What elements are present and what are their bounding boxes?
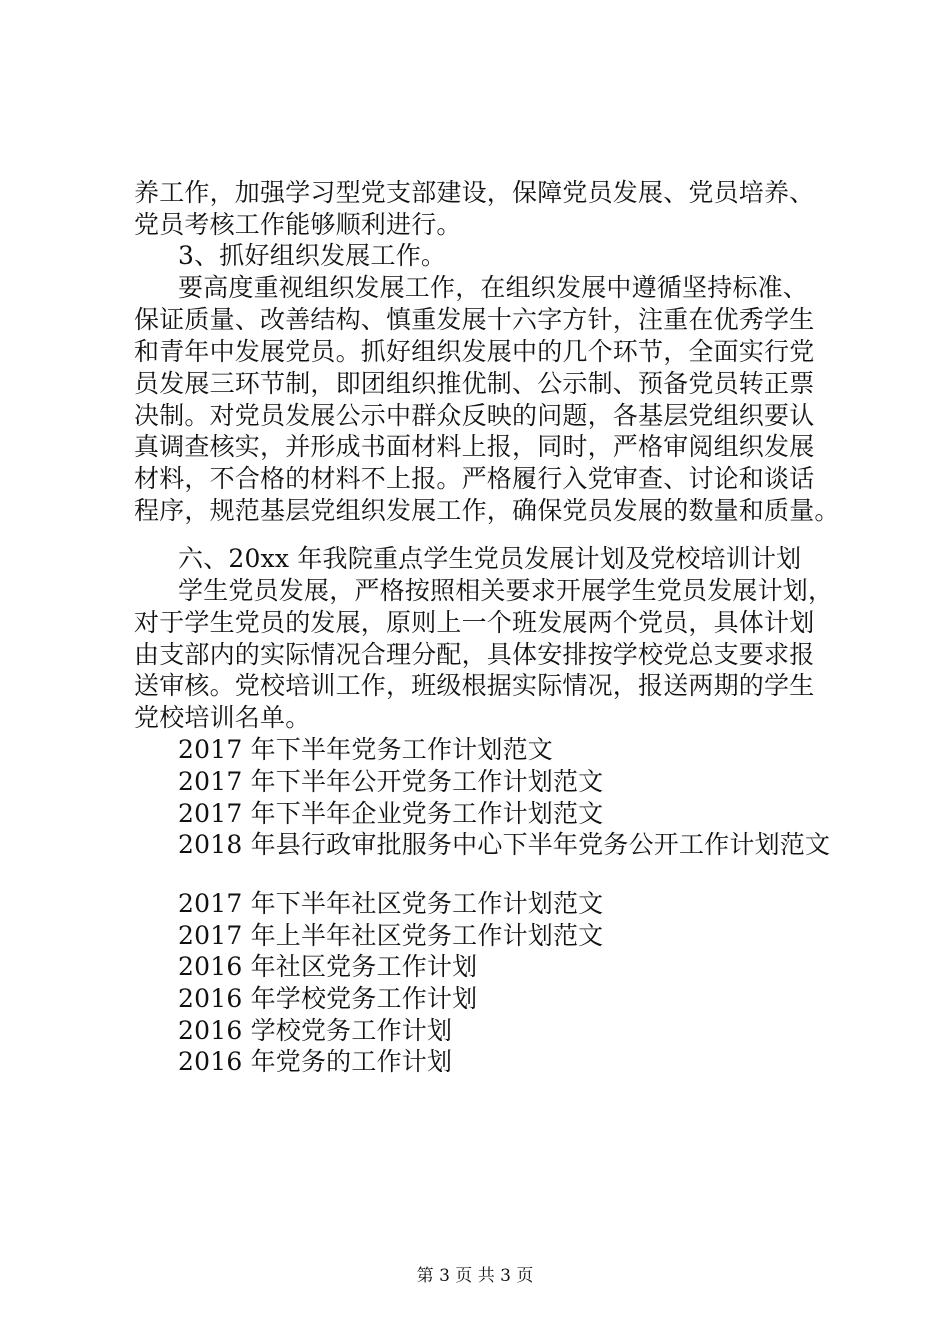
paragraph-line: 送审核。党校培训工作，班级根据实际情况，报送两期的学生 [134,671,815,700]
related-link[interactable]: 2017 年下半年社区党务工作计划范文 [178,889,604,918]
paragraph-line: 和青年中发展党员。抓好组织发展中的几个环节，全面实行党 [134,337,815,366]
paragraph-line: 决制。对党员发展公示中群众反映的问题，各基层党组织要认 [134,401,815,430]
paragraph-line: 材料，不合格的材料不上报。严格履行入党审查、讨论和谈话 [134,464,815,493]
paragraph-line: 保证质量、改善结构、慎重发展十六字方针，注重在优秀学生 [134,305,815,334]
paragraph-line: 党校培训名单。 [134,703,311,732]
related-link[interactable]: 2016 学校党务工作计划 [178,1016,453,1045]
paragraph-line: 由支部内的实际情况合理分配，具体安排按学校党总支要求报 [134,640,815,669]
paragraph-line: 程序，规范基层党组织发展工作，确保党员发展的数量和质量。 [134,496,840,525]
section-heading: 3、抓好组织发展工作。 [178,241,447,270]
paragraph-line: 学生党员发展，严格按照相关要求开展学生党员发展计划， [178,576,834,605]
paragraph-line: 要高度重视组织发展工作，在组织发展中遵循坚持标准、 [178,273,809,302]
related-link[interactable]: 2016 年党务的工作计划 [178,1047,453,1076]
related-link[interactable]: 2017 年下半年党务工作计划范文 [178,735,553,764]
related-link[interactable]: 2017 年下半年公开党务工作计划范文 [178,767,604,796]
section-heading: 六、20xx 年我院重点学生党员发展计划及党校培训计划 [178,544,802,573]
paragraph-line: 真调查核实，并形成书面材料上报，同时，严格审阅组织发展 [134,432,815,461]
paragraph-line: 党员考核工作能够顺利进行。 [134,210,462,239]
related-link[interactable]: 2016 年学校党务工作计划 [178,984,478,1013]
related-link[interactable]: 2018 年县行政审批服务中心下半年党务公开工作计划范文 [178,830,831,859]
paragraph-line: 员发展三环节制，即团组织推优制、公示制、预备党员转正票 [134,369,815,398]
related-link[interactable]: 2017 年上半年社区党务工作计划范文 [178,921,604,950]
paragraph-line: 对于学生党员的发展，原则上一个班发展两个党员，具体计划 [134,608,815,637]
related-link[interactable]: 2016 年社区党务工作计划 [178,952,478,981]
related-link[interactable]: 2017 年下半年企业党务工作计划范文 [178,799,604,828]
paragraph-line: 养工作，加强学习型党支部建设，保障党员发展、党员培养、 [134,178,815,207]
page-number-footer: 第 3 页 共 3 页 [416,1266,534,1286]
